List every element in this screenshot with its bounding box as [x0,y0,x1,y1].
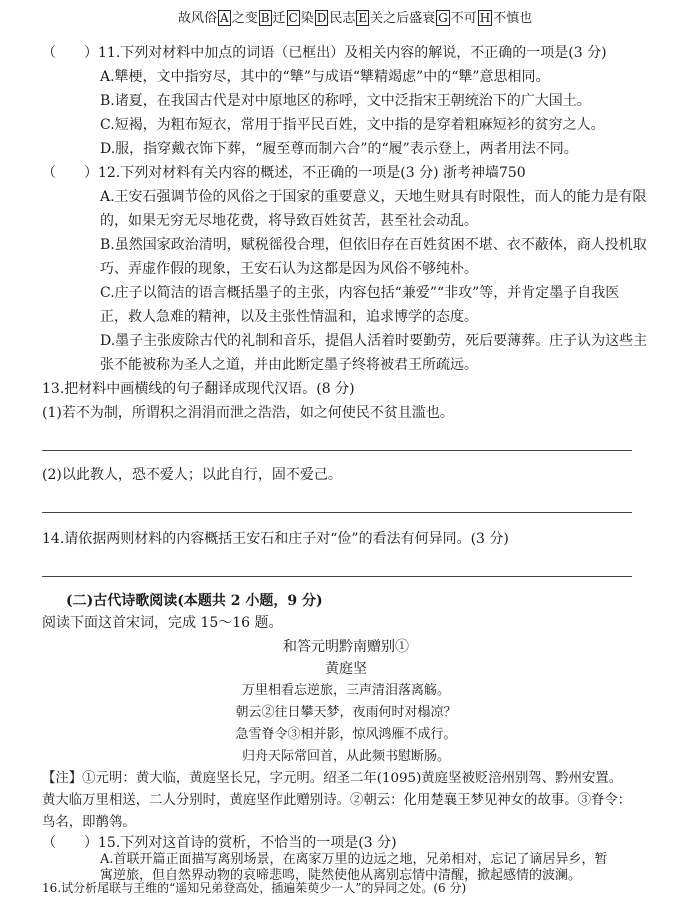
q15-option-a: A.首联开篇正面描写离别场景，在离家万里的边远之地，兄弟相对，忘记了谪居异乡，暂 [100,852,608,867]
q11-option-d: D.服，指穿戴衣饰下葬，“履至尊而制六合”的“履”表示登上，两者用法不同。 [100,141,578,157]
q12-option-d-cont: 张不能被称为圣人之道，并由此断定墨子终将被君王所疏远。 [100,357,478,373]
passage-text: 迁 [272,11,286,26]
passage-text: 染 [300,11,314,26]
q13-sentence-2: (2)以此教人，恐不爱人；以此自行，固不爱己。 [42,467,342,483]
poem-title: 和答元明黔南赠别① [283,639,409,655]
passage-text: 故风俗 [178,11,218,26]
passage-text: 不慎也 [493,11,533,26]
box-label-h: H [479,11,491,25]
passage-text: 民志 [329,11,356,26]
q14-stem: 14.请依据两则材料的内容概括王安石和庄子对“俭”的看法有何异同。(3 分) [42,531,509,547]
poem-note-2: 黄大临万里相送，二人分别时，黄庭坚作此赠别诗。②朝云：化用楚襄王梦见神女的故事。③脊令： [42,793,632,808]
q12-option-b-cont: 巧、弄虚作假的现象，王安石认为这都是因为风俗不够纯朴。 [100,261,478,277]
poem-note-3: 鸟名，即鹡鸰。 [42,815,136,830]
poem-line-4: 归舟天际常回首，从此频书慰断肠。 [241,749,450,764]
q11-option-b: B.诸夏，在我国古代是对中原地区的称呼，文中泛指宋王朝统治下的广大国土。 [100,93,591,109]
section-heading: (二)古代诗歌阅读(本题共 2 小题，9 分) [66,593,323,609]
box-label-d: D [316,11,327,25]
answer-line[interactable] [42,512,632,513]
q11-option-c: C.短褐，为粗布短衣，常用于指平民百姓，文中指的是穿着粗麻短衫的贫穷之人。 [100,117,605,133]
passage-text: 关之后盛衰 [370,11,436,26]
q16-stem: 16.试分析尾联与王维的“遥知兄弟登高处，插遍茱萸少一人”的异同之处。(6 分) [42,881,467,895]
poem-line-2: 朝云②往日攀天梦，夜雨何时对榻凉？ [235,705,457,720]
passage-line [178,8,532,30]
box-label-c: C [288,11,298,25]
section-intro: 阅读下面这首宋词，完成 15～16 题。 [42,615,283,631]
box-label-a: A [220,11,229,25]
poem-line-1: 万里相看忘逆旅，三声清泪落离觞。 [241,683,450,698]
q12-option-c-cont: 正，救人急难的精神，以及主张性情温和，追求博学的态度。 [100,309,478,325]
q12-option-c: C.庄子以简洁的语言概括墨子的主张，内容包括“兼爱”“非攻”等，并肯定墨子自我医 [100,285,620,301]
q11-stem: （ ）11.下列对材料中加点的词语（已框出）及相关内容的解说，不正确的一项是(3 分) [42,45,607,61]
q12-stem: （ ）12.下列对材料有关内容的概述，不正确的一项是(3 分) 浙考神墙750 [42,165,526,181]
q13-stem: 13.把材料中画横线的句子翻译成现代汉语。(8 分) [42,381,355,397]
q11-option-a: A.犨梗，文中指穷尽，其中的“犨”与成语“犨精竭虑”中的“犨”意思相同。 [100,69,550,85]
box-label-g: G [438,11,448,25]
q12-option-a-cont: 的，如果无穷无尽地花费，将导致百姓贫苦，甚至社会动乱。 [100,213,478,229]
passage-text: 之变 [231,11,258,26]
q12-option-b: B.虽然国家政治清明，赋税徭役合理，但依旧存在百姓贫困不堪、衣不蔽体，商人投机取 [100,237,647,253]
q13-sentence-1: (1)若不为制，所谓积之涓涓而泄之浩浩，如之何使民不贫且滥也。 [42,405,454,421]
q12-option-d: D.墨子主张废除古代的礼制和音乐，提倡人活着时要勤劳，死后要薄葬。庄子认为这些主 [100,333,648,349]
q12-option-a: A.王安石强调节俭的风俗之于国家的重要意义，天地生财具有时限性，而人的能力是有限 [100,189,647,205]
poem-author: 黄庭坚 [325,661,367,677]
box-label-b: B [260,11,270,25]
q15-option-a-cont: 寓逆旅，但自然界动物的哀啼悲鸣，陡然使他从离别忘情中清醒，掀起感情的波澜。 [100,868,582,883]
passage-text: 不可 [450,11,477,26]
poem-note-1: 【注】①元明：黄大临，黄庭坚长兄，字元明。绍圣二年(1095)黄庭坚被贬涪州别驾、黔州安置。 [42,771,623,786]
q15-stem: （ ）15.下列对这首诗的赏析，不恰当的一项是(3 分) [42,835,397,851]
box-label-e: E [358,11,368,25]
answer-line[interactable] [42,576,632,577]
answer-line[interactable] [42,450,632,451]
poem-line-3: 急雪脊令③相并影，惊风鸿雁不成行。 [235,727,457,742]
